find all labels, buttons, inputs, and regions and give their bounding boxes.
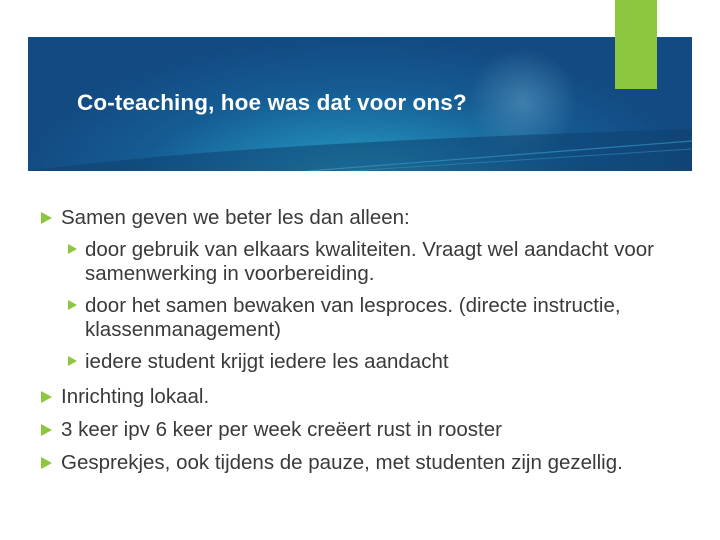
triangle-bullet-icon xyxy=(68,300,77,310)
bullet-item xyxy=(40,206,690,230)
bullet-text: iedere student krijgt iedere les aandacht xyxy=(85,350,449,373)
bullet-item xyxy=(40,385,690,409)
slide-title: Co-teaching, hoe was dat voor ons? xyxy=(77,90,467,115)
bullet-text: door gebruik van elkaars kwaliteiten. Vraagt wel aandacht voor samenwerking in voorbereiding. xyxy=(85,238,655,285)
bullet-text: Inrichting lokaal. xyxy=(61,385,210,408)
triangle-bullet-icon xyxy=(41,457,52,469)
triangle-bullet-icon xyxy=(68,356,77,366)
triangle-bullet-icon xyxy=(41,212,52,224)
triangle-bullet-icon xyxy=(68,244,77,254)
bullet-text: Gesprekjes, ook tijdens de pauze, met studenten zijn gezellig. xyxy=(61,451,623,474)
triangle-bullet-icon xyxy=(41,424,52,436)
bullet-text: Samen geven we beter les dan alleen: xyxy=(61,206,410,229)
sub-bullet-item xyxy=(40,350,690,374)
triangle-bullet-icon xyxy=(41,391,52,403)
bullet-item xyxy=(40,418,690,442)
accent-bar xyxy=(615,0,657,89)
bullet-text: door het samen bewaken van lesproces. (directe instructie, klassenmanagement) xyxy=(85,294,621,341)
sub-bullet-item xyxy=(40,294,690,342)
bullet-text: 3 keer ipv 6 keer per week creëert rust in rooster xyxy=(61,418,502,441)
bullet-item xyxy=(40,451,690,475)
sub-bullet-item xyxy=(40,238,690,286)
bullet-list xyxy=(40,206,690,475)
